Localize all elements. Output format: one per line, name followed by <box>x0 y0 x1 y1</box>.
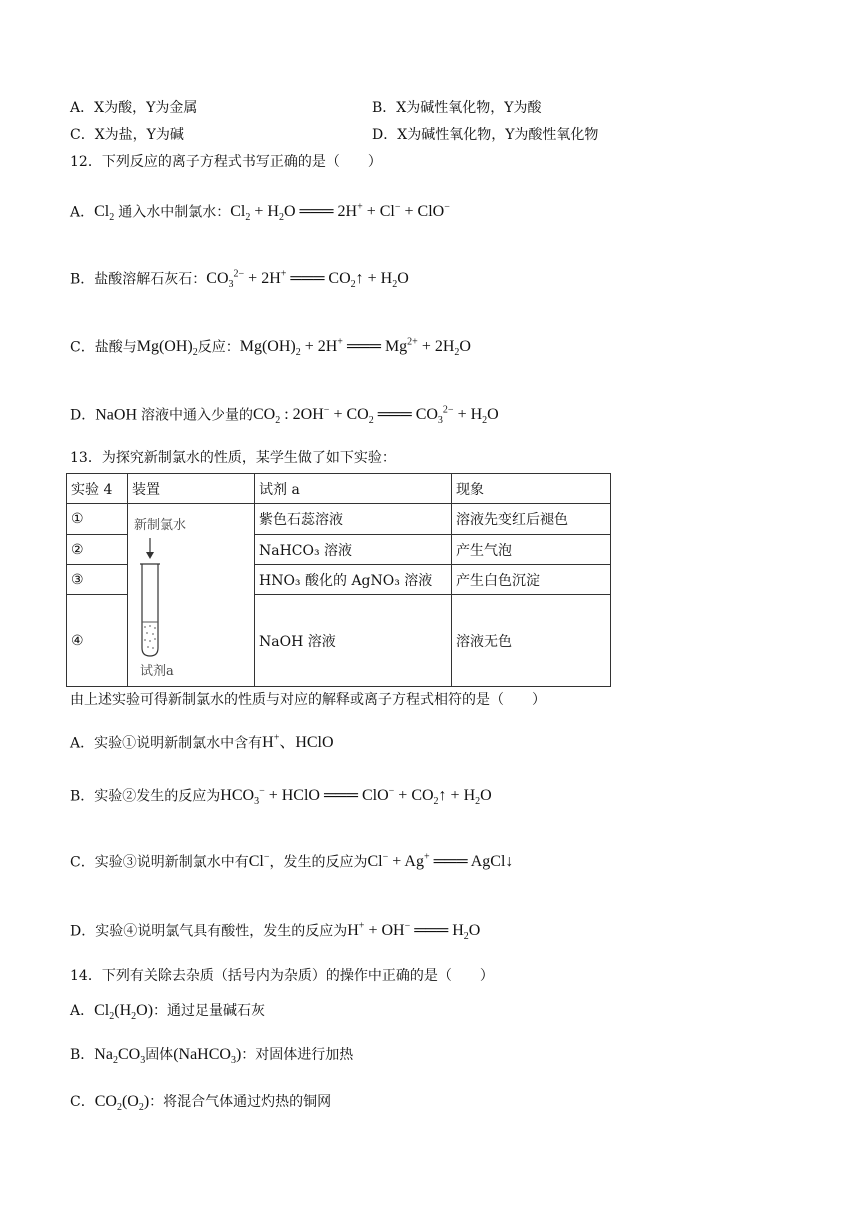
q11-option-c: C．X为盐，Y为碱 <box>70 127 184 143</box>
q14-option-c <box>70 1092 331 1118</box>
q14-stem: 14．下列有关除去杂质（括号内为杂质）的操作中正确的是（ ） <box>70 968 494 984</box>
q13-option-c <box>70 848 513 872</box>
formula: $Na_2CO_3$ <box>94 1046 146 1067</box>
formula: $Cl_2(H_2O)$ <box>94 1002 154 1023</box>
equation: Cl− + Ag+ ═══ AgCl↓ <box>367 852 514 871</box>
apparatus-diagram <box>128 504 248 684</box>
apparatus-cell <box>128 504 255 687</box>
row-id: ② <box>67 535 128 565</box>
option-prefix: B． <box>70 1047 95 1063</box>
reagent-cell: HNO₃ 酸化的 AgNO₃ 溶液 <box>255 565 452 595</box>
equation: $CO_2$ : $2OH^- + CO_2$ ═══ $CO_3^{2-} + H_2O$ <box>253 405 499 427</box>
q14-option-a <box>70 1001 265 1027</box>
formula: $CO_2(O_2)$ <box>94 1093 150 1114</box>
q11-option-a: A．X为酸，Y为金属 <box>70 100 198 116</box>
q13-option-a <box>70 729 334 753</box>
option-text: B．盐酸溶解石灰石： <box>70 271 207 288</box>
option-text: 通入水中制氯水： <box>118 204 231 221</box>
q12-option-b <box>70 265 409 296</box>
table-header-row <box>67 474 611 504</box>
q12-option-a <box>70 198 450 229</box>
equation: $Mg(OH)_2 + 2H^+$ ═══ $Mg^{2+} + 2H_2O$ <box>239 337 471 359</box>
q13-option-d <box>70 917 480 948</box>
row-id: ① <box>67 504 128 535</box>
option-text: A．实验①说明新制氯水中含有 <box>70 735 263 752</box>
phenomenon-cell: 产生白色沉淀 <box>452 565 611 595</box>
q11-option-b: B．X为碱性氧化物，Y为酸 <box>372 100 542 116</box>
option-text: 溶液中通入少量的 <box>141 407 253 424</box>
header-cell: 现象 <box>452 474 611 504</box>
row-id: ④ <box>67 595 128 687</box>
table-row <box>67 504 611 535</box>
apparatus-top-label: 新制氯水 <box>134 518 187 533</box>
option-text: D．实验④说明氯气具有酸性，发生的反应为 <box>70 923 348 940</box>
q14-option-b <box>70 1045 353 1071</box>
option-text: ：通过足量碱石灰 <box>153 1003 266 1019</box>
q13-stem: 13．为探究新制氯水的性质，某学生做了如下实验： <box>70 450 396 466</box>
option-text-mid: 反应： <box>197 339 240 356</box>
option-prefix: A． <box>70 1003 95 1019</box>
option-text: C．实验③说明新制氯水中有 <box>70 854 249 871</box>
apparatus-bottom-label: 试剂a <box>140 664 174 679</box>
option-text: C．盐酸与 <box>70 339 137 356</box>
header-cell: 试剂 a <box>255 474 452 504</box>
option-prefix: A． <box>70 204 95 221</box>
reagent-cell: 紫色石蕊溶液 <box>255 504 452 535</box>
header-cell: 装置 <box>128 474 255 504</box>
experiment-table <box>66 473 611 687</box>
option-prefix: C． <box>70 1094 95 1110</box>
q13-option-b <box>70 782 492 813</box>
q12-option-c <box>70 333 471 364</box>
option-text-mid: 固体 <box>145 1047 174 1063</box>
equation: $HCO_3^-$ + HClO ═══ $ClO^- + CO_2↑ + H_2O$ <box>220 786 492 808</box>
phenomenon-cell: 产生气泡 <box>452 535 611 565</box>
q12-stem: 12．下列反应的离子方程式书写正确的是（ ） <box>70 154 382 170</box>
reagent-cell: NaHCO₃ 溶液 <box>255 535 452 565</box>
phenomenon-cell: 溶液先变红后褪色 <box>452 504 611 535</box>
option-text: ：对固体进行加热 <box>241 1047 354 1063</box>
formula: Cl− <box>248 852 270 871</box>
option-text: B．实验②发生的反应为 <box>70 788 221 805</box>
equation: $CO_3^{2-} + 2H^+$ ═══ $CO_2↑ + H_2O$ <box>206 269 409 291</box>
formula: $Cl_2$ <box>94 203 115 224</box>
header-cell: 实验 4 <box>67 474 128 504</box>
test-tube-icon <box>128 504 248 684</box>
option-text: ：将混合气体通过灼热的铜网 <box>149 1094 332 1110</box>
row-id: ③ <box>67 565 128 595</box>
formula: NaOH <box>95 406 141 424</box>
option-prefix: D． <box>70 407 96 424</box>
equation: H+ + OH− ═══ $H_2O$ <box>347 921 481 943</box>
q13-question: 由上述实验可得新制氯水的性质与对应的解释或离子方程式相符的是（ ） <box>70 692 546 708</box>
formula: (NaHCO$_3$) <box>173 1046 242 1067</box>
equation: $Cl_2 + H_2O$ ═══ 2H+ + Cl− + ClO− <box>230 202 450 224</box>
formula: $Mg(OH)_2$ <box>136 338 198 359</box>
option-text-mid: ，发生的反应为 <box>269 854 368 871</box>
formula: H+、HClO <box>262 733 334 752</box>
reagent-cell: NaOH 溶液 <box>255 595 452 687</box>
q12-option-d <box>70 401 499 432</box>
phenomenon-cell: 溶液无色 <box>452 595 611 687</box>
q11-option-d: D．X为碱性氧化物，Y为酸性氧化物 <box>372 127 599 143</box>
